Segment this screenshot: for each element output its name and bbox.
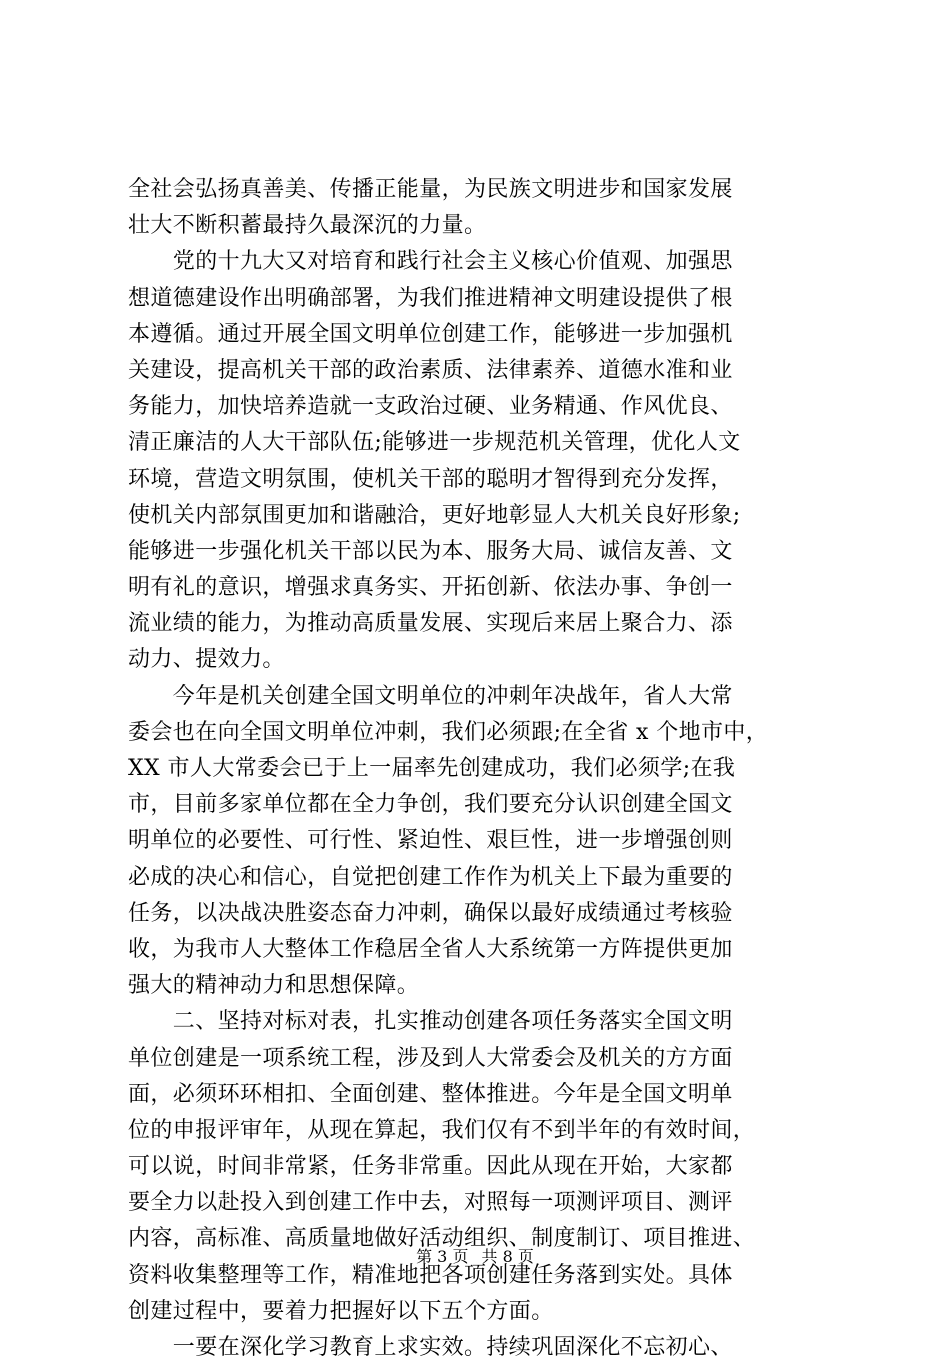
text-line: 位的申报评审年，从现在算起，我们仅有不到半年的有效时间， <box>128 1117 756 1143</box>
text-line: 想道德建设作出明确部署，为我们推进精神文明建设提供了根 <box>128 285 733 311</box>
text-line: 环境，营造文明氛围，使机关干部的聪明才智得到充分发挥， <box>128 466 733 492</box>
text-line: 可以说，时间非常紧，任务非常重。因此从现在开始，大家都 <box>128 1154 733 1180</box>
text-line: 强大的精神动力和思想保障。 <box>128 973 420 999</box>
text-line: 流业绩的能力，为推动高质量发展、实现后来居上聚合力、添 <box>128 611 733 637</box>
text-line: 动力、提效力。 <box>128 647 285 673</box>
text-line: 单位创建是一项系统工程，涉及到人大常委会及机关的方方面 <box>128 1045 733 1071</box>
text-line: 明单位的必要性、可行性、紧迫性、艰巨性，进一步增强创则 <box>128 828 733 854</box>
text-line: 创建过程中，要着力把握好以下五个方面。 <box>128 1298 554 1324</box>
text-line: 资料收集整理等工作，精准地把各项创建任务落到实处。具体 <box>128 1262 733 1288</box>
text-line: 二、坚持对标对表，扎实推动创建各项任务落实全国文明 <box>128 1009 733 1035</box>
text-line: 一要在深化学习教育上求实效。持续巩固深化不忘初心、 <box>128 1335 733 1360</box>
document-body <box>128 172 836 1366</box>
text-line: 能够进一步强化机关干部以民为本、服务大局、诚信友善、文 <box>128 538 733 564</box>
text-line: 今年是机关创建全国文明单位的冲刺年决战年，省人大常 <box>128 683 733 709</box>
page-total: 共 8 页 <box>481 1247 534 1266</box>
text-line: 委会也在向全国文明单位冲刺，我们必须跟;在全省 x 个地市中， <box>128 719 769 745</box>
text-line: 市，目前多家单位都在全力争创，我们要充分认识创建全国文 <box>128 792 733 818</box>
text-line: 本遵循。通过开展全国文明单位创建工作，能够进一步加强机 <box>128 321 733 347</box>
text-line: 明有礼的意识，增强求真务实、开拓创新、依法办事、争创一 <box>128 575 733 601</box>
text-line: 任务，以决战决胜姿态奋力冲刺，确保以最好成绩通过考核验 <box>128 900 733 926</box>
text-line: 面，必须环环相扣、全面创建、整体推进。今年是全国文明单 <box>128 1081 733 1107</box>
text-line: 内容，高标准、高质量地做好活动组织、制度制订、项目推进、 <box>128 1226 756 1252</box>
text-line: 必成的决心和信心，自觉把创建工作作为机关上下最为重要的 <box>128 864 733 890</box>
text-line: 务能力，加快培养造就一支政治过硬、业务精通、作风优良、 <box>128 394 733 420</box>
text-line: XX 市人大常委会已于上一届率先创建成功，我们必须学;在我 <box>128 756 736 781</box>
text-line: 全社会弘扬真善美、传播正能量，为民族文明进步和国家发展 <box>128 177 733 202</box>
page-number: 第 3 页 <box>416 1247 469 1266</box>
text-line: 关建设，提高机关干部的政治素质、法律素养、道德水准和业 <box>128 357 733 383</box>
text-line: 收，为我市人大整体工作稳居全省人大系统第一方阵提供更加 <box>128 936 733 962</box>
page-footer <box>0 1246 950 1268</box>
text-line: 要全力以赴投入到创建工作中去，对照每一项测评项目、测评 <box>128 1190 733 1216</box>
text-line: 壮大不断积蓄最持久最深沉的力量。 <box>128 213 487 239</box>
text-line: 清正廉洁的人大干部队伍;能够进一步规范机关管理，优化人文 <box>128 430 741 456</box>
text-line: 党的十九大又对培育和践行社会主义核心价值观、加强思 <box>128 249 733 275</box>
text-line: 使机关内部氛围更加和谐融洽，更好地彰显人大机关良好形象; <box>128 502 741 528</box>
